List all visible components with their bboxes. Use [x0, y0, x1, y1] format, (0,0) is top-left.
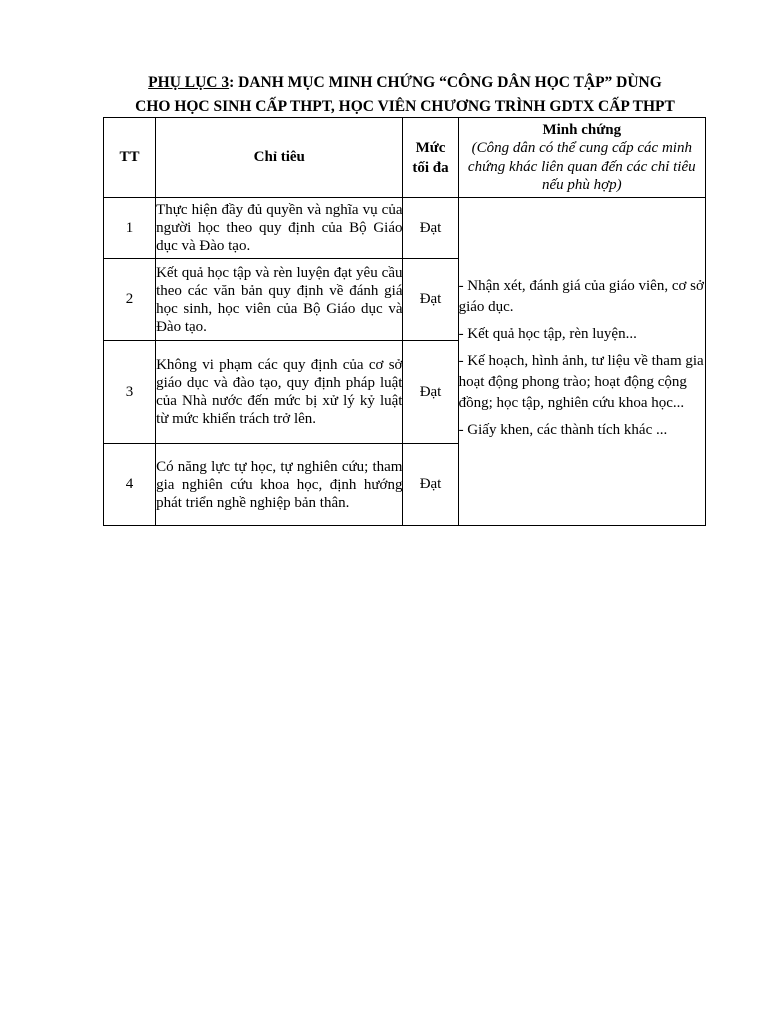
evidence-item: - Kết quả học tập, rèn luyện...	[458, 326, 637, 342]
max-level: Đạt	[403, 341, 458, 444]
header-muc-toi-da	[403, 118, 458, 198]
criterion-text: Có năng lực tự học, tự nghiên cứu; tham gia nghiên cứu khoa học, định hướng phát triển nghề nghiệp bản thân.	[156, 444, 403, 526]
row-number: 2	[104, 259, 156, 341]
table-row	[104, 198, 706, 259]
max-level: Đạt	[403, 259, 458, 341]
header-minh-chung-title: Minh chứng	[542, 121, 622, 138]
max-level: Đạt	[403, 198, 458, 259]
document-title-line-1	[100, 70, 710, 95]
evidence-item: - Giấy khen, các thành tích khác ...	[458, 422, 668, 438]
header-minh-chung	[458, 118, 705, 198]
document-title-line-2: CHO HỌC SINH CẤP THPT, HỌC VIÊN CHƯƠNG TRÌNH GDTX CẤP THPT	[135, 98, 675, 115]
max-level: Đạt	[403, 444, 458, 526]
title-text-part-1: : DANH MỤC MINH CHỨNG “CÔNG DÂN HỌC TẬP” DÙNG	[229, 74, 662, 91]
evidence-item: - Nhận xét, đánh giá của giáo viên, cơ sở giáo dục.	[458, 278, 704, 315]
header-muc-line-1: Mức	[415, 139, 446, 156]
table-header-row	[104, 118, 706, 198]
criterion-text: Kết quả học tập và rèn luyện đạt yêu cầu theo các văn bản quy định về đánh giá học sinh, học viên của Bộ Giáo dục và Đào tạo.	[156, 259, 403, 341]
header-chi-tieu: Chỉ tiêu	[156, 118, 403, 198]
evidence-item: - Kế hoạch, hình ảnh, tư liệu về tham gia hoạt động phong trào; hoạt động cộng đồng; học tập, nghiên cứu khoa học...	[458, 353, 704, 411]
criterion-text: Không vi phạm các quy định của cơ sở giáo dục và đào tạo, quy định pháp luật của Nhà nước đến mức bị xử lý kỷ luật từ mức khiển trách trở lên.	[156, 341, 403, 444]
appendix-label: PHỤ LỤC 3	[148, 74, 230, 91]
header-muc-line-2: tối đa	[412, 159, 449, 176]
row-number: 3	[104, 341, 156, 444]
row-number: 4	[104, 444, 156, 526]
header-minh-chung-note: (Công dân có thể cung cấp các minh chứng khác liên quan đến các chỉ tiêu nếu phù hợp)	[467, 140, 696, 193]
row-number: 1	[104, 198, 156, 259]
criterion-text: Thực hiện đầy đủ quyền và nghĩa vụ của người học theo quy định của Bộ Giáo dục và Đào tạo.	[156, 198, 403, 259]
evidence-table	[103, 117, 706, 526]
evidence-cell	[458, 198, 705, 526]
header-tt: TT	[104, 118, 156, 198]
